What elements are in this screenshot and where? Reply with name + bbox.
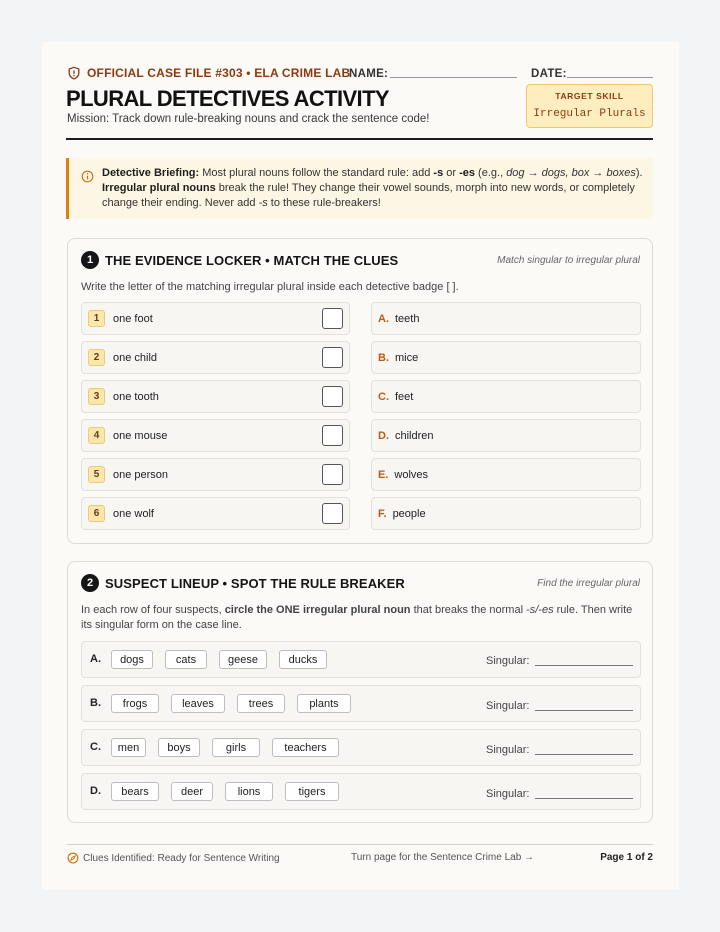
suspect-word[interactable]: plants: [297, 694, 351, 713]
clue-number-badge: 3: [88, 388, 105, 405]
clue-number-badge: 2: [88, 349, 105, 366]
briefing-part: break the rule! They change their vowel sounds, morph into new words, or completely change their ending. Never add: [102, 182, 635, 209]
plural-row: [371, 380, 641, 413]
page-title: PLURAL DETECTIVES ACTIVITY: [66, 86, 389, 111]
plural-row: [371, 341, 641, 374]
mission-text: Mission: Track down rule-breaking nouns and crack the sentence code!: [67, 113, 430, 125]
answer-box[interactable]: [322, 347, 343, 368]
singular-label: Singular:: [486, 700, 530, 712]
suspect-word[interactable]: men: [111, 738, 146, 757]
plural-word: mice: [395, 351, 419, 364]
suspect-word[interactable]: cats: [165, 650, 207, 669]
plural-word: teeth: [395, 312, 420, 325]
briefing-part: to these rule-breakers!: [267, 197, 381, 209]
section-instruction: Write the letter of the matching irregular plural inside each detective badge [ ].: [81, 281, 459, 293]
briefing-suffix-s: -s: [433, 167, 444, 179]
lineup-row: [81, 773, 641, 810]
singular-word: one wolf: [113, 507, 154, 520]
briefing-irregular: Irregular plural nouns: [102, 182, 216, 194]
footer-left: [67, 852, 280, 864]
date-label: DATE:: [531, 68, 567, 80]
singular-word: one child: [113, 351, 158, 364]
plural-letter: E.: [378, 468, 389, 481]
footer-next[interactable]: Turn page for the Sentence Crime Lab →: [351, 852, 535, 863]
briefing-suffix-s-italic: -s: [258, 197, 268, 209]
lineup-row: [81, 641, 641, 678]
suspect-word[interactable]: girls: [212, 738, 260, 757]
singular-row: [81, 380, 350, 413]
shield-icon: [67, 66, 81, 80]
footer-divider: [67, 844, 653, 845]
suspect-word[interactable]: dogs: [111, 650, 153, 669]
answer-box[interactable]: [322, 308, 343, 329]
instruction-part: In each row of four suspects,: [81, 604, 225, 616]
suspect-word[interactable]: trees: [237, 694, 285, 713]
singular-answer-line[interactable]: [535, 798, 633, 799]
section-instruction: [81, 603, 641, 633]
briefing-part: (e.g.,: [475, 167, 507, 179]
singular-row: [81, 458, 350, 491]
suspect-word[interactable]: deer: [171, 782, 213, 801]
instruction-part: that breaks the normal: [410, 604, 527, 616]
section-1-header: [81, 251, 398, 269]
singular-word: one foot: [113, 312, 153, 325]
evidence-locker-section: [67, 238, 653, 544]
compass-icon: [67, 852, 79, 864]
suspect-word[interactable]: geese: [219, 650, 267, 669]
detective-briefing: [66, 158, 653, 219]
answer-box[interactable]: [322, 425, 343, 446]
clue-number-badge: 1: [88, 310, 105, 327]
suspect-word[interactable]: teachers: [272, 738, 339, 757]
row-label: D.: [90, 785, 101, 797]
date-field[interactable]: [567, 77, 653, 78]
plural-letter: D.: [378, 429, 389, 442]
briefing-lead: Detective Briefing:: [102, 167, 200, 179]
briefing-suffix-es: -es: [459, 167, 475, 179]
footer-status: Clues Identified: Ready for Sentence Writing: [83, 852, 280, 864]
briefing-part: Most plural nouns follow the standard rule: add: [199, 167, 434, 179]
suspect-word[interactable]: boys: [158, 738, 200, 757]
singular-answer-line[interactable]: [535, 710, 633, 711]
instruction-part: rule. Then write its singular form on the case line.: [81, 604, 633, 631]
lineup-row: [81, 685, 641, 722]
section-number: 2: [81, 574, 99, 592]
row-label: B.: [90, 697, 101, 709]
suspect-lineup-section: [67, 561, 653, 823]
suspect-word[interactable]: frogs: [111, 694, 159, 713]
target-skill-label: TARGET SKILL: [555, 91, 624, 101]
lineup-row: [81, 729, 641, 766]
row-label: A.: [90, 653, 101, 665]
answer-box[interactable]: [322, 464, 343, 485]
row-label: C.: [90, 741, 101, 753]
plural-row: [371, 302, 641, 335]
section-hint: Match singular to irregular plural: [497, 255, 640, 266]
singular-word: one mouse: [113, 429, 168, 442]
singular-row: [81, 341, 350, 374]
singular-answer-line[interactable]: [535, 754, 633, 755]
suspect-word[interactable]: ducks: [279, 650, 327, 669]
clue-number-badge: 4: [88, 427, 105, 444]
briefing-part: or: [443, 167, 460, 179]
answer-box[interactable]: [322, 386, 343, 407]
plural-word: feet: [395, 390, 414, 403]
name-label: NAME:: [349, 68, 389, 80]
instruction-bold: circle the ONE irregular plural noun: [224, 604, 411, 616]
target-skill-box: [526, 84, 653, 128]
singular-label: Singular:: [486, 744, 530, 756]
page-number: Page 1 of 2: [600, 852, 653, 863]
plural-word: people: [392, 507, 426, 520]
plural-row: [371, 419, 641, 452]
header-divider: [66, 138, 653, 140]
singular-label: Singular:: [486, 655, 530, 667]
target-skill-value: Irregular Plurals: [533, 108, 646, 120]
clue-number-badge: 5: [88, 466, 105, 483]
info-icon: [81, 170, 94, 183]
section-hint: Find the irregular plural: [537, 578, 640, 589]
singular-row: [81, 302, 350, 335]
briefing-example: dog → dogs, box → boxes: [506, 167, 636, 179]
section-number: 1: [81, 251, 99, 269]
singular-word: one person: [113, 468, 169, 481]
section-title: SUSPECT LINEUP • SPOT THE RULE BREAKER: [105, 575, 405, 591]
plural-letter: A.: [378, 312, 389, 325]
singular-label: Singular:: [486, 788, 530, 800]
singular-word: one tooth: [113, 390, 159, 403]
clue-number-badge: 6: [88, 505, 105, 522]
singular-row: [81, 419, 350, 452]
section-title: THE EVIDENCE LOCKER • MATCH THE CLUES: [105, 252, 399, 268]
plural-letter: F.: [378, 507, 387, 520]
briefing-text: [102, 166, 643, 211]
suspect-word[interactable]: lions: [225, 782, 273, 801]
case-file-text: OFFICIAL CASE FILE #303 • ELA CRIME LAB: [87, 66, 351, 80]
answer-box[interactable]: [322, 503, 343, 524]
plural-letter: B.: [378, 351, 389, 364]
worksheet-page: [42, 42, 679, 890]
plural-word: children: [395, 429, 434, 442]
instruction-suffix: -s/-es: [526, 604, 554, 616]
briefing-part: ).: [635, 167, 643, 179]
plural-row: [371, 497, 641, 530]
case-file-label: [67, 66, 350, 80]
suspect-word[interactable]: leaves: [171, 694, 225, 713]
name-field[interactable]: [390, 77, 517, 78]
suspect-word[interactable]: bears: [111, 782, 159, 801]
singular-answer-line[interactable]: [535, 665, 633, 666]
suspect-word[interactable]: tigers: [285, 782, 339, 801]
plural-letter: C.: [378, 390, 389, 403]
section-2-header: [81, 574, 405, 592]
plural-row: [371, 458, 641, 491]
singular-row: [81, 497, 350, 530]
plural-word: wolves: [394, 468, 429, 481]
